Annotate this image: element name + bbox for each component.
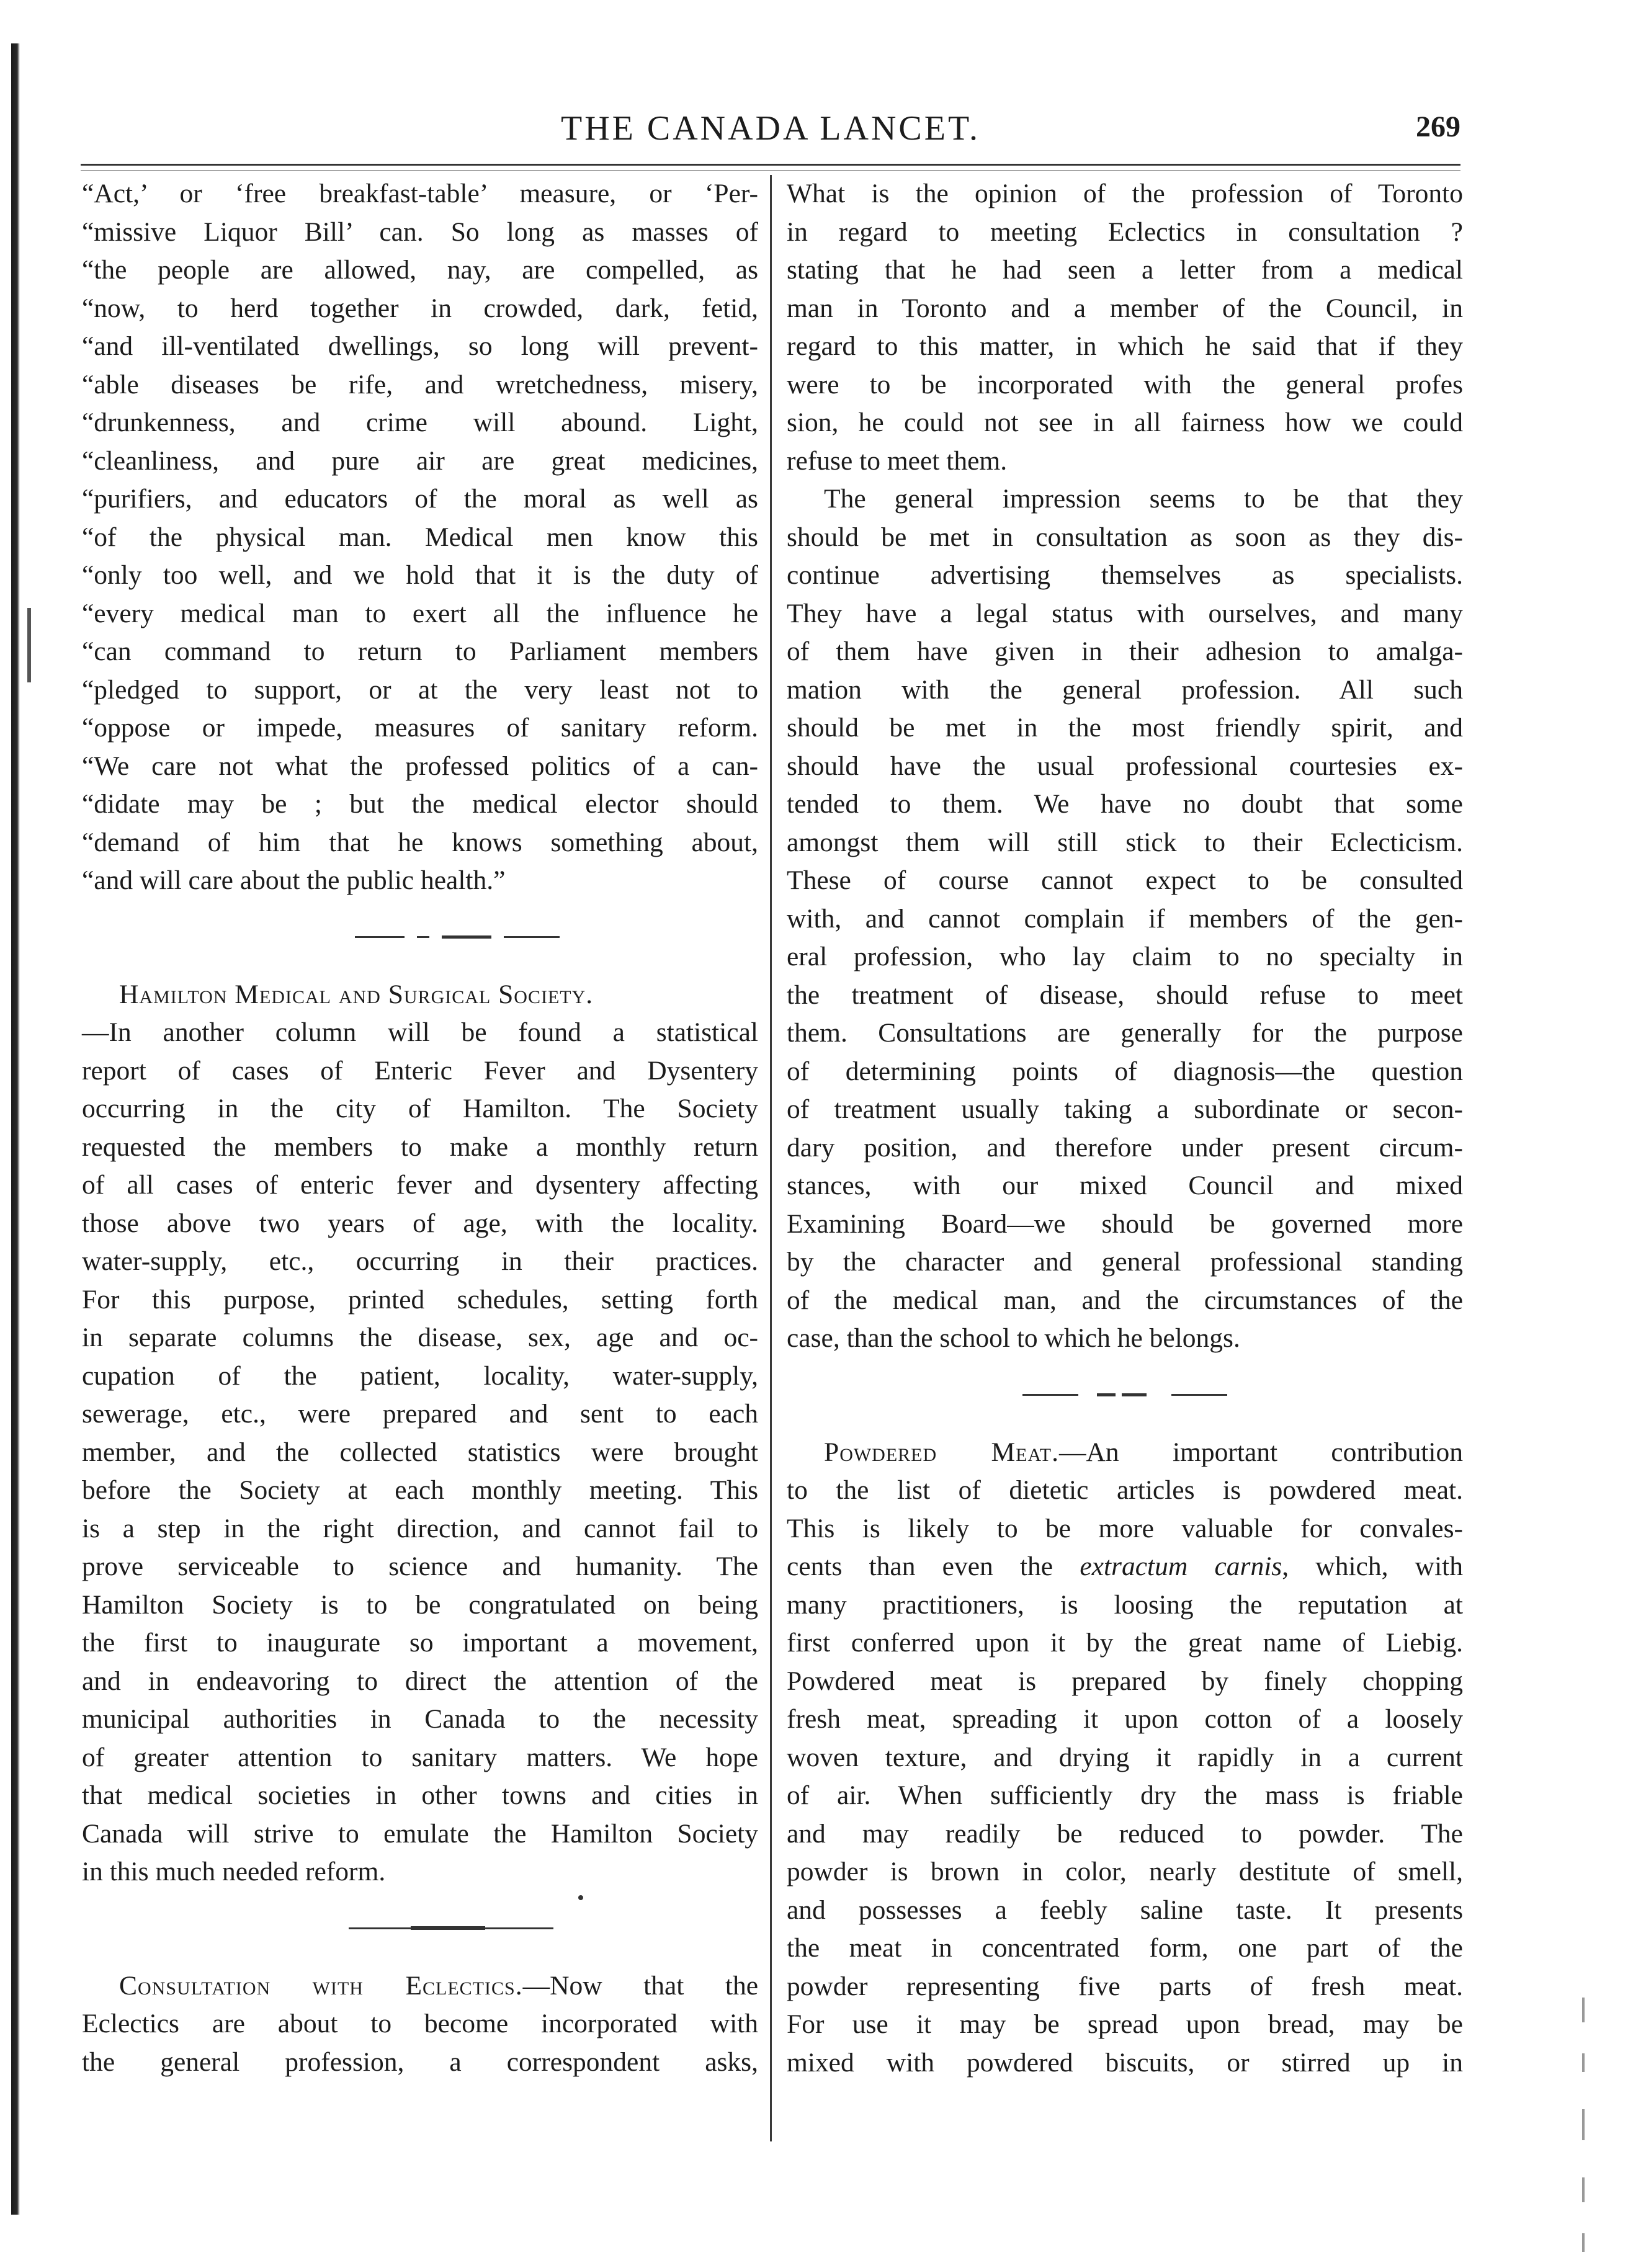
left-column [82, 175, 758, 2081]
text-line: eral profession, who lay claim to no specialty in [787, 942, 1463, 971]
text-line: should be met in consultation as soon as they dis- [787, 522, 1463, 552]
text-line: “can command to return to Parliament members [82, 636, 758, 666]
text-line: “of the physical man. Medical men know this [82, 522, 758, 552]
text-line: “missive Liquor Bill’ can. So long as masses of [82, 217, 758, 247]
text-line: Hamilton Society is to be congratulated on being [82, 1589, 758, 1620]
text-line: of treatment usually taking a subordinate or secon- [787, 1094, 1463, 1124]
text-line: those above two years of age, with the locality. [82, 1208, 758, 1238]
text-line: the treatment of disease, should refuse to meet [787, 980, 1463, 1010]
text-line: For use it may be spread upon bread, may be [787, 2009, 1463, 2039]
text-line: “drunkenness, and crime will abound. Light, [82, 408, 758, 437]
text-line: fresh meat, spreading it upon cotton of a loosely [787, 1704, 1463, 1734]
section-separator [82, 900, 758, 976]
hamilton-article [82, 976, 758, 1891]
text-line: sion, he could not see in all fairness how we could [787, 408, 1463, 437]
text-line: “pledged to support, or at the very least not to [82, 674, 758, 705]
text-line: “the people are allowed, nay, are compelled, as [82, 255, 758, 285]
text-line: For this purpose, printed schedules, setting forth [82, 1284, 758, 1315]
consultation-article [82, 1967, 758, 2082]
text-line: with, and cannot complain if members of the gen- [787, 903, 1463, 934]
text-line: woven texture, and drying it rapidly in a current [787, 1742, 1463, 1772]
text-line: in separate columns the disease, sex, age and oc- [82, 1323, 758, 1352]
text-line: Canada will strive to emulate the Hamilton Society [82, 1818, 758, 1849]
text-line: of greater attention to sanitary matters. We hope [82, 1742, 758, 1772]
text-line: stating that he had seen a letter from a medical [787, 255, 1463, 285]
text-line: cents than even the extractum carnis, which, with [787, 1551, 1464, 1581]
text-line: and in endeavoring to direct the attention of the [82, 1666, 758, 1696]
text-line: of them have given in their adhesion to amalga- [787, 636, 1463, 666]
text-line: prove serviceable to science and humanity. The [82, 1551, 758, 1581]
general-impression-paragraph [787, 480, 1463, 1358]
page-header [81, 109, 1460, 158]
text-line: water-supply, etc., occurring in their practices. [82, 1246, 758, 1276]
consultation-continued [787, 175, 1463, 480]
scan-binding-edge [11, 43, 20, 2215]
article-heading [787, 1434, 1463, 1472]
text-line: “and will care about the public health.” [82, 865, 506, 895]
text-line: —In another column will be found a statistical [82, 1017, 758, 1047]
text-line: “only too well, and we hold that it is the duty of [82, 560, 758, 590]
text-line: mation with the general profession. All such [787, 674, 1463, 705]
margin-marks [1576, 1998, 1601, 2258]
header-rule [81, 164, 1460, 168]
text-line: first conferred upon it by the great name of Liebig. [787, 1628, 1463, 1658]
text-line: report of cases of Enteric Fever and Dysentery [82, 1055, 758, 1086]
text-line: powder representing five parts of fresh meat. [787, 1971, 1463, 2001]
text-line: should be met in the most friendly spirit, and [787, 713, 1463, 743]
text-line: requested the members to make a monthly return [82, 1132, 758, 1162]
powdered-meat-body [787, 1471, 1463, 2082]
text-line: of the medical man, and the circumstances of the [787, 1285, 1463, 1315]
text-line: mixed with powdered biscuits, or stirred up in [787, 2047, 1463, 2078]
text-line: member, and the collected statistics were brought [82, 1437, 758, 1467]
text-line: by the character and general professional standing [787, 1247, 1463, 1277]
text-line: “purifiers, and educators of the moral as well as [82, 484, 758, 514]
text-line: municipal authorities in Canada to the necessity [82, 1704, 758, 1734]
text-line: in this much needed reform. [82, 1857, 386, 1886]
section-separator [787, 1358, 1463, 1434]
text-line: of air. When sufficiently dry the mass is friable [787, 1780, 1463, 1810]
text-line: should have the usual professional courtesies ex- [787, 751, 1463, 781]
text-line: and may readily be reduced to powder. The [787, 1818, 1463, 1849]
text-line: regard to this matter, in which he said that if they [787, 331, 1463, 361]
header-rule-thin [81, 170, 1460, 171]
text-line: cupation of the patient, locality, water-supply, [82, 1360, 758, 1391]
text-line: of all cases of enteric fever and dysentery affecting [82, 1170, 758, 1200]
text-line: “cleanliness, and pure air are great medicines, [82, 445, 758, 476]
text-line: “oppose or impede, measures of sanitary reform. [82, 713, 758, 743]
consultation-heading: Consultation with Eclectics. [119, 1970, 523, 2001]
ink-dot [578, 1895, 583, 1900]
text-line: the meat in concentrated form, one part of the [787, 1933, 1463, 1963]
text-line: tended to them. We have no doubt that some [787, 789, 1463, 819]
text-line: dary position, and therefore under present circum- [787, 1132, 1463, 1163]
column-divider [770, 175, 772, 2141]
text-line: to the list of dietetic articles is powdered meat. [787, 1475, 1463, 1505]
text-line: stances, with our mixed Council and mixed [787, 1171, 1463, 1200]
text-line: them. Consultations are generally for the purpose [787, 1018, 1463, 1048]
text-line: “Act,’ or ‘free breakfast-table’ measure, or ‘Per- [82, 179, 758, 208]
text-line: What is the opinion of the profession of Toronto [787, 179, 1463, 208]
hamilton-heading: Hamilton Medical and Surgical Society. [119, 979, 594, 1009]
text-line: “didate may be ; but the medical elector should [82, 789, 758, 819]
text-line: “We care not what the professed politics of a can- [82, 751, 758, 781]
page-number: 269 [1416, 110, 1460, 143]
text-line: Powdered meat is prepared by finely chopping [787, 1666, 1463, 1696]
running-head: THE CANADA LANCET. [560, 109, 981, 148]
text-line: refuse to meet them. [787, 445, 1008, 476]
text-line: “now, to herd together in crowded, dark, fetid, [82, 293, 758, 323]
consultation-body [82, 2005, 758, 2081]
text-line: This is likely to be more valuable for convales- [787, 1513, 1463, 1543]
text-line: “able diseases be rife, and wretchedness, misery, [82, 369, 758, 400]
text-line: that medical societies in other towns and cities in [82, 1780, 758, 1810]
text-line: Examining Board—we should be governed more [787, 1208, 1463, 1239]
text-line: powder is brown in color, nearly destitute of smell, [787, 1857, 1463, 1886]
text-line: They have a legal status with ourselves, and many [787, 598, 1463, 628]
text-line: is a step in the right direction, and cannot fail to [82, 1513, 758, 1543]
text-line: sewerage, etc., were prepared and sent to each [82, 1399, 758, 1429]
text-line: occurring in the city of Hamilton. The Society [82, 1094, 758, 1123]
text-line: continue advertising themselves as specialists. [787, 560, 1463, 590]
scan-binding-mark [27, 608, 31, 682]
article-heading [82, 1967, 758, 2006]
text-line: Eclectics are about to become incorporated with [82, 2009, 758, 2038]
text-line: of determining points of diagnosis—the question [787, 1056, 1463, 1086]
powdered-heading: Powdered Meat. [824, 1437, 1059, 1467]
right-column [787, 175, 1463, 2082]
text-line: before the Society at each monthly meeting. This [82, 1475, 758, 1505]
text-line: many practitioners, is loosing the reputation at [787, 1589, 1463, 1620]
text-line: and possesses a feebly saline taste. It presents [787, 1895, 1463, 1925]
text-line: The general impression seems to be that they [824, 484, 1463, 514]
powdered-first-line: —An important contribution [1059, 1437, 1463, 1467]
text-line: the first to inaugurate so important a movement, [82, 1628, 758, 1658]
text-line: amongst them will still stick to their Eclecticism. [787, 827, 1463, 857]
text-line: “demand of him that he knows something about, [82, 827, 758, 857]
text-line: “every medical man to exert all the influence he [82, 598, 758, 628]
section-separator [82, 1891, 758, 1967]
consultation-first-line: —Now that the [522, 1970, 758, 2001]
article-heading [82, 976, 758, 1014]
text-line: These of course cannot expect to be consulted [787, 865, 1463, 895]
text-line: were to be incorporated with the general profes [787, 369, 1463, 400]
text-line: man in Toronto and a member of the Council, in [787, 293, 1463, 323]
text-line: “and ill-ventilated dwellings, so long will prevent- [82, 331, 758, 361]
text-line: case, than the school to which he belongs. [787, 1323, 1240, 1353]
hamilton-body [82, 1014, 758, 1891]
powdered-meat-article [787, 1434, 1463, 2083]
quote-paragraph [82, 175, 758, 900]
text-line: the general profession, a correspondent asks, [82, 2047, 758, 2077]
text-line: in regard to meeting Eclectics in consultation ? [787, 217, 1463, 247]
